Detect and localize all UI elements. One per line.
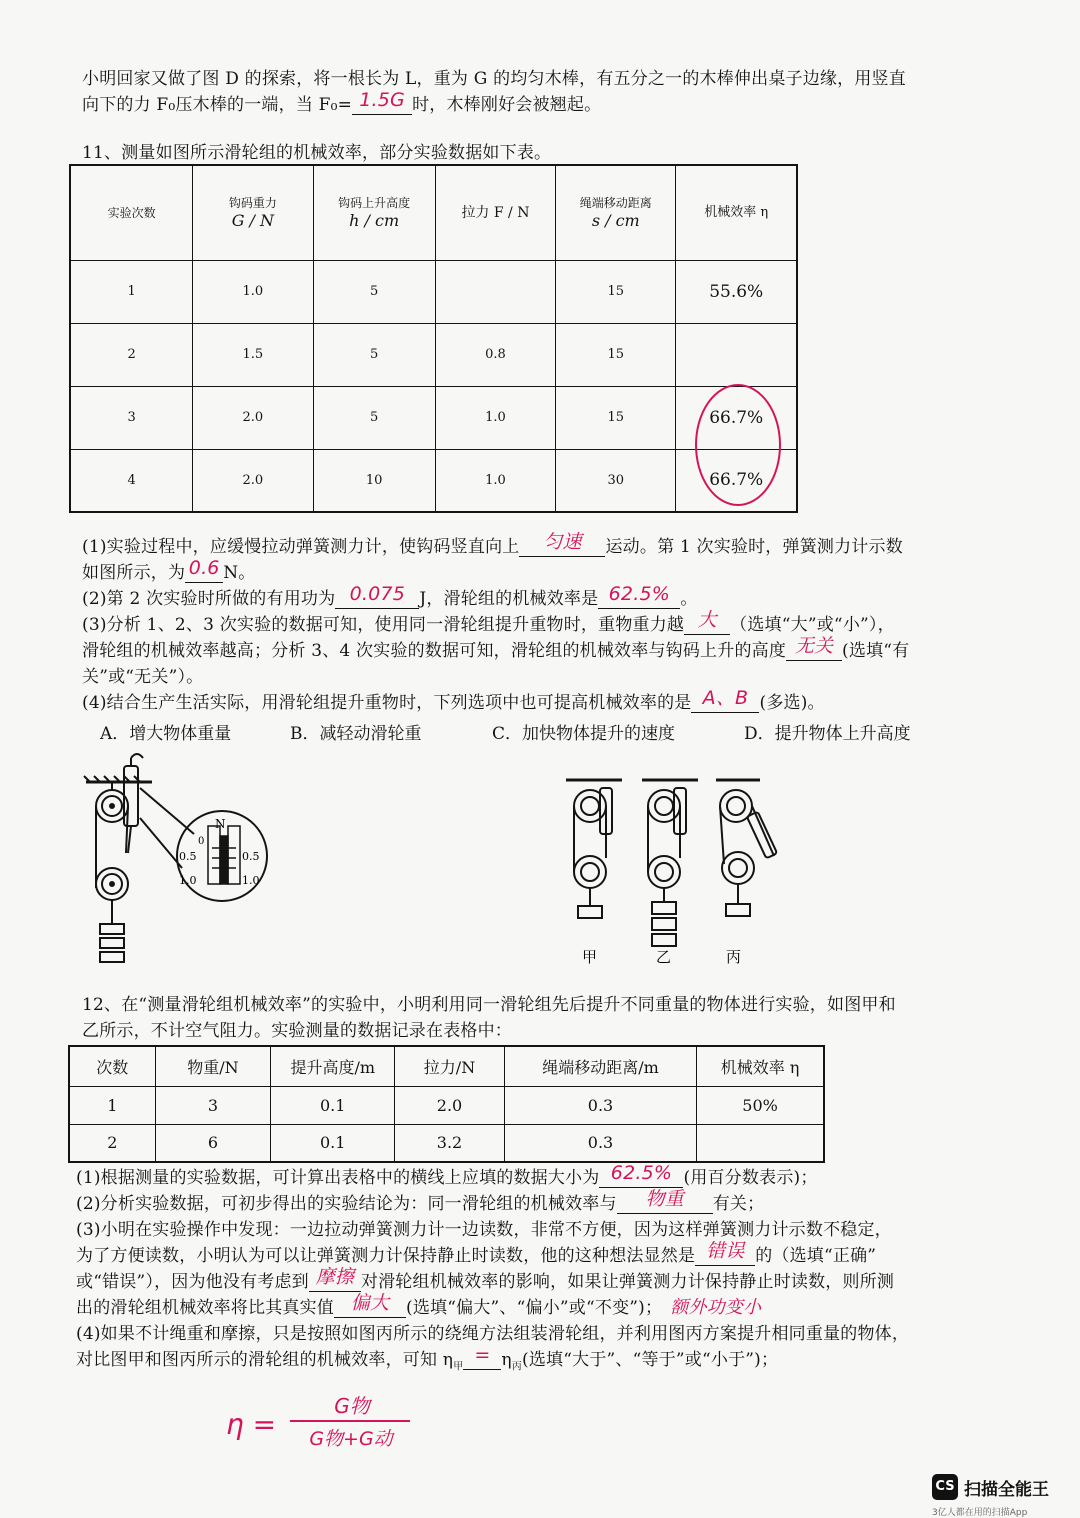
q11-answer-2a: 0.075 bbox=[349, 583, 406, 605]
q11-header-trial: 实验次数 bbox=[70, 165, 193, 260]
figure-label-yi: 乙 bbox=[656, 948, 672, 966]
dial-tick-label: 1.0 bbox=[179, 874, 197, 887]
q11-title: 11、测量如图所示滑轮组的机械效率，部分实验数据如下表。 bbox=[82, 143, 552, 163]
q11-part-2: (2)第 2 次实验时所做的有用功为 0.075 J，滑轮组的机械效率是 62.5% 。 bbox=[82, 583, 698, 609]
handwritten-circle-mark bbox=[690, 380, 790, 510]
q11-answer-2b: 62.5% bbox=[608, 583, 670, 605]
q12-note: 额外功变小 bbox=[670, 1297, 762, 1318]
table-row: 3 2.0 5 1.0 15 66.7% bbox=[70, 386, 797, 449]
q12-answer-3b: 错误 bbox=[706, 1240, 745, 1262]
q11-header-force: 拉力 F / N bbox=[435, 165, 555, 260]
intro-line-2: 向下的力 F₀压木棒的一端，当 F₀= 1.5G 时，木棒刚好会被翘起。 bbox=[82, 89, 602, 115]
q11-part-3: (3)分析 1、2、3 次实验的数据可知，使用同一滑轮组提升重物时，重物重力越 大 （选填“大”或“小”）， bbox=[82, 609, 895, 635]
q11-header-distance: 绳端移动距离 s / cm bbox=[556, 165, 676, 260]
q12-title-line-1: 12、在“测量滑轮组机械效率”的实验中，小明利用同一滑轮组先后提升不同重量的物体进行实验，如图甲和 bbox=[82, 995, 896, 1015]
q11-data-table bbox=[69, 164, 798, 513]
q12-answer-4: = bbox=[474, 1344, 491, 1366]
table-row: 1 1.0 5 15 55.6% bbox=[70, 260, 797, 323]
q12-title-line-2: 乙所示，不计空气阻力。实验测量的数据记录在表格中： bbox=[82, 1021, 512, 1041]
table-row: 2 1.5 5 0.8 15 bbox=[70, 323, 797, 386]
dial-tick-label: 0.5 bbox=[242, 850, 260, 863]
q12-answer-2: 物重 bbox=[645, 1188, 684, 1210]
option-b: B．减轻动滑轮重 bbox=[290, 724, 422, 744]
q11-header-weight: 钩码重力 G / N bbox=[193, 165, 313, 260]
q11-answer-3c: 无关 bbox=[794, 635, 834, 657]
q12-part-3-cont: 为了方便读数，小明认为可以让弹簧测力计保持静止时读数，他的这种想法显然是 错误 的（选填“正确” bbox=[76, 1240, 877, 1266]
table-row: 2 6 0.1 3.2 0.3 bbox=[69, 1124, 824, 1162]
q12-part-2: (2)分析实验数据，可初步得出的实验结论为：同一滑轮组的机械效率与 物重 有关； bbox=[76, 1188, 765, 1214]
q12-data-table bbox=[68, 1045, 825, 1163]
dial-tick-label: 0 bbox=[198, 836, 205, 847]
handwritten-formula-denominator: G物+G动 bbox=[309, 1428, 393, 1450]
table-row: 4 2.0 10 1.0 30 66.7% bbox=[70, 449, 797, 512]
handwritten-formula-numerator: G物 bbox=[334, 1394, 370, 1418]
q12-part-3-cont2: 或“错误”），因为他没有考虑到 摩擦 对滑轮组机械效率的影响，如果让弹簧测力计保持静止时读数，则所测 bbox=[76, 1266, 895, 1292]
table-row: 1 3 0.1 2.0 0.3 50% bbox=[69, 1086, 824, 1124]
scanner-app-name: 扫描全能王 bbox=[964, 1480, 1049, 1500]
figure-label-bing: 丙 bbox=[726, 948, 742, 966]
scanner-app-tagline: 3亿人都在用的扫描App bbox=[932, 1508, 1028, 1518]
handwritten-formula-eta: η = bbox=[226, 1408, 277, 1441]
dial-unit: N bbox=[215, 817, 226, 831]
option-d: D．提升物体上升高度 bbox=[744, 724, 911, 744]
q11-answer-3a: 大 bbox=[697, 609, 717, 631]
q12-part-3: (3)小明在实验操作中发现：一边拉动弹簧测力计一边读数，非常不方便，因为这样弹簧测力计示数不稳定， bbox=[76, 1220, 892, 1240]
q12-header-row: 次数 物重/N 提升高度/m 拉力/N 绳端移动距离/m 机械效率 η bbox=[69, 1046, 824, 1086]
dial-tick-label: 0.5 bbox=[179, 850, 197, 863]
q11-part-4: (4)结合生产生活实际，用滑轮组提升重物时，下列选项中也可提高机械效率的是 A、B (多选)。 bbox=[82, 687, 825, 713]
q11-part-3-cont: 滑轮组的机械效率越高；分析 3、4 次实验的数据可知，滑轮组的机械效率与钩码上升的高度 无关 (选填“有 bbox=[82, 635, 910, 661]
q12-answer-1: 62.5% bbox=[610, 1162, 673, 1184]
scanner-logo-icon: CS bbox=[932, 1474, 958, 1500]
option-c: C．加快物体提升的速度 bbox=[492, 724, 676, 744]
q11-answer-4a: A、B bbox=[702, 687, 749, 709]
intro-line-1: 小明回家又做了图 D 的探索，将一根长为 L，重为 G 的均匀木棒，有五分之一的木棒伸出桌子边缘，用竖直 bbox=[82, 69, 906, 89]
handwritten-fraction-bar bbox=[290, 1420, 410, 1422]
q12-part-4-cont: 对比图甲和图丙所示的滑轮组的机械效率，可知 $\eta_甲= \eta_丙$(选填“大于”、“等于”或“小于”)； bbox=[76, 1344, 779, 1373]
q12-pulley-diagrams bbox=[560, 768, 800, 968]
dial-tick-label: 1.0 bbox=[242, 874, 260, 887]
q12-answer-3d: 摩擦 bbox=[315, 1266, 355, 1288]
q11-part-1-cont: 如图所示，为 0.6 N。 bbox=[82, 557, 256, 583]
q11-answer-1a: 匀速 bbox=[543, 531, 582, 553]
option-a: A．增大物体重量 bbox=[100, 724, 232, 744]
q11-header-efficiency: 机械效率 η bbox=[676, 165, 797, 260]
q11-header-row bbox=[70, 165, 797, 260]
q12-part-3-cont3: 出的滑轮组机械效率将比其真实值 偏大 (选填“偏大”、“偏小”或“不变”)； 额外功变小 bbox=[76, 1292, 762, 1318]
figure-label-jia: 甲 bbox=[582, 948, 598, 966]
q11-part-3-end: 关”或“无关”）。 bbox=[82, 667, 204, 687]
q11-header-height: 钩码上升高度 h / cm bbox=[313, 165, 435, 260]
intro-answer: 1.5G bbox=[359, 89, 405, 111]
q12-answer-3f: 偏大 bbox=[350, 1292, 390, 1314]
q11-answer-1c: 0.6 bbox=[188, 557, 220, 579]
q12-part-1: (1)根据测量的实验数据，可计算出表格中的横线上应填的数据大小为 62.5% (用百分数表示)； bbox=[76, 1162, 818, 1188]
q11-pulley-diagram bbox=[82, 748, 282, 968]
q11-part-1: (1)实验过程中，应缓慢拉动弹簧测力计，使钩码竖直向上 匀速 运动。第 1 次实验时，弹簧测力计示数 bbox=[82, 531, 903, 557]
q12-part-4: (4)如果不计绳重和摩擦，只是按照如图丙所示的绕绳方法组装滑轮组，并利用图丙方案提升相同重量的物体， bbox=[76, 1324, 910, 1344]
